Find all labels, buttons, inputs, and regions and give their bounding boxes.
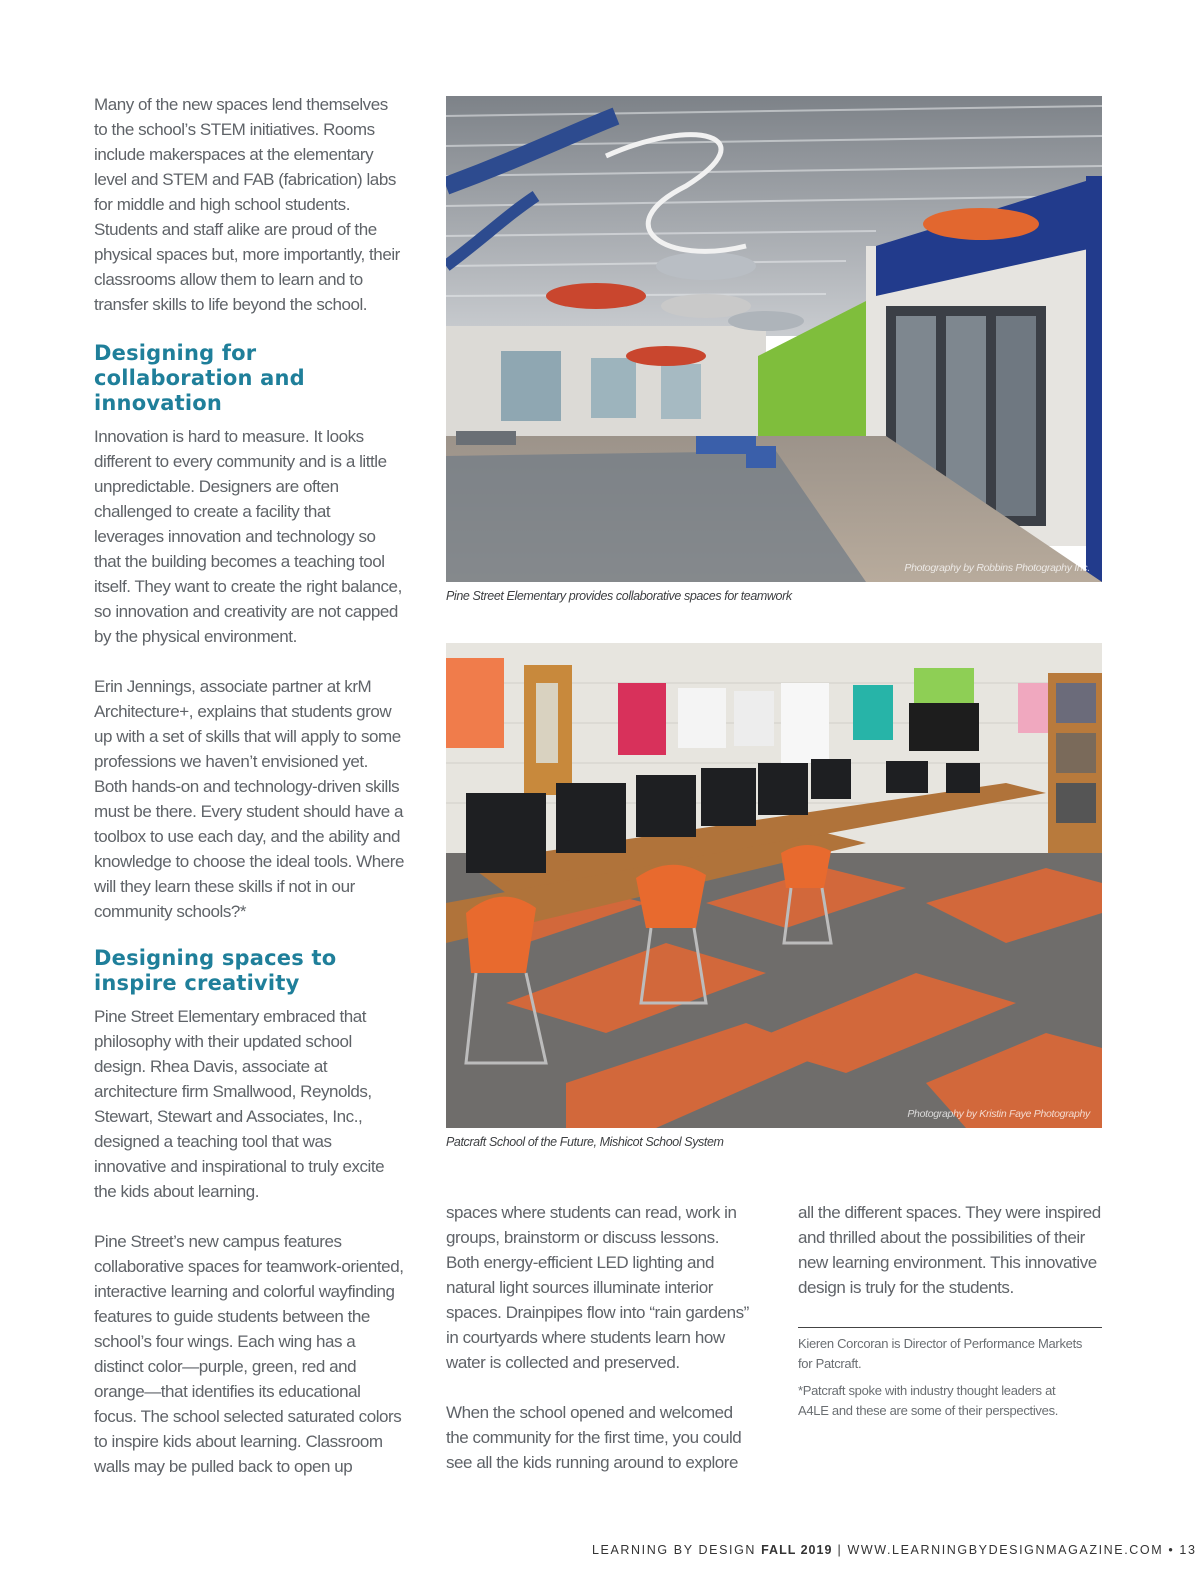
footer-website: WWW.LEARNINGBYDESIGNMAGAZINE.COM (847, 1543, 1164, 1557)
body-paragraph: Erin Jennings, associate partner at krM Architecture+, explains that students grow up with a set of skills that will apply to some professions we haven’t envisioned yet. Both hands-on and technology-driven skills must be there. Every student should have a toolbox to use each day, and the ability and knowledge to choose the ideal tools. Where will they learn these skills if not in our community schools?* (94, 677, 404, 921)
photo-caption: Pine Street Elementary provides collaborative spaces for teamwork (446, 589, 792, 603)
body-paragraph: When the school opened and welcomed the community for the first time, you could see all the kids running around to explore (446, 1403, 742, 1472)
photo-computer-lab (446, 643, 1102, 1128)
footer-brand: LEARNING BY DESIGN (592, 1543, 757, 1557)
body-paragraph: Many of the new spaces lend themselves to the school’s STEM initiatives. Rooms include makerspaces at the elementary level and STEM and FAB (fabrication) labs for middle and high school students. Students and staff alike are proud of the physical spaces but, more importantly, their classrooms allow them to learn and to transfer skills to life beyond the school. (94, 95, 400, 314)
page-footer (592, 1543, 1197, 1557)
page-number: 13 (1179, 1543, 1197, 1557)
body-paragraph: Innovation is hard to measure. It looks different to every community and is a little unpredictable. Designers are often challenged to create a facility that leverages innovation and technology so that the building becomes a teaching tool itself. They want to create the right balance, so innovation and creativity are not capped by the physical environment. (94, 427, 402, 646)
footer-bullet: • (1168, 1543, 1175, 1557)
middle-column (446, 1200, 756, 1475)
photo-credit: Photography by Robbins Photography Inc. (904, 562, 1090, 574)
right-column (798, 1200, 1108, 1300)
section-heading: Designing spaces to inspire creativity (94, 946, 337, 995)
photo-collaborative-space (446, 96, 1102, 582)
footnote: *Patcraft spoke with industry thought leaders at A4LE and these are some of their perspectives. (798, 1383, 1059, 1418)
left-column (94, 92, 404, 1479)
body-paragraph: spaces where students can read, work in groups, brainstorm or discuss lessons. Both energy-efficient LED lighting and natural light sources illuminate interior spaces. Drainpipes flow into “rain gardens” in courtyards where students learn how water is collected and preserved. (446, 1203, 749, 1372)
photo-caption: Patcraft School of the Future, Mishicot School System (446, 1135, 724, 1149)
footer-issue: FALL 2019 (761, 1543, 833, 1557)
body-paragraph: Pine Street’s new campus features collaborative spaces for teamwork-oriented, interactive learning and colorful wayfinding features to guide students between the school’s four wings. Each wing has a distinct color—purple, green, red and orange—that identifies its educational focus. The school selected saturated colors to inspire kids about learning. Classroom walls may be pulled back to open up (94, 1232, 404, 1476)
author-bio: Kieren Corcoran is Director of Performance Markets for Patcraft. (798, 1336, 1083, 1371)
body-paragraph: all the different spaces. They were inspired and thrilled about the possibilities of their new learning environment. This innovative design is truly for the students. (798, 1203, 1101, 1297)
footer-separator: | (837, 1543, 843, 1557)
author-note (798, 1334, 1088, 1421)
section-heading: Designing for collaboration and innovation (94, 341, 305, 415)
photo-credit: Photography by Kristin Faye Photography (907, 1108, 1090, 1120)
body-paragraph: Pine Street Elementary embraced that philosophy with their updated school design. Rhea Davis, associate at architecture firm Smallwood, Reynolds, Stewart, Stewart and Associates, Inc., designed a teaching tool that was innovative and inspirational to truly excite the kids about learning. (94, 1007, 385, 1201)
divider (798, 1327, 1102, 1328)
